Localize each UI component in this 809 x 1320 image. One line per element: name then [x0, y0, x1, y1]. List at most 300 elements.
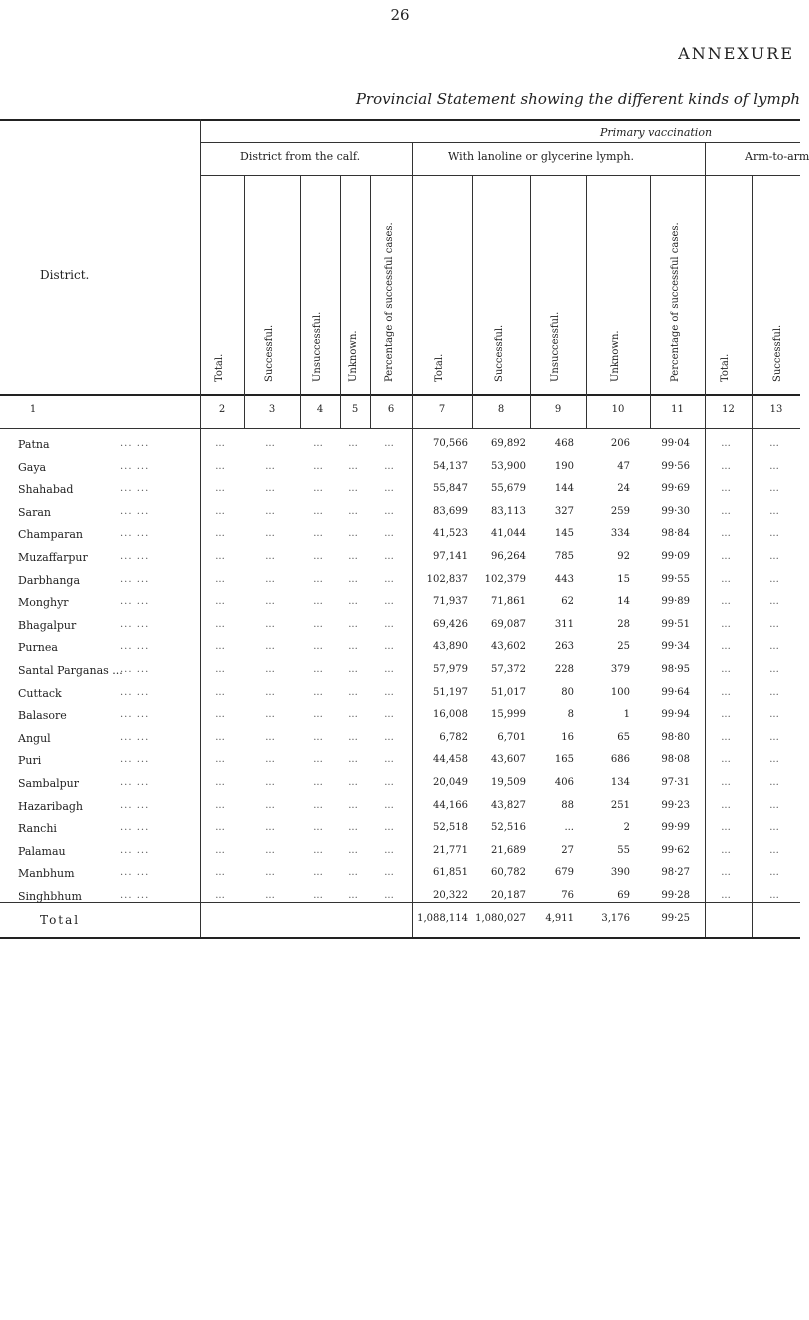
table-caption: Provincial Statement showing the different kinds of lymph	[355, 90, 800, 108]
col-number: 6	[387, 404, 395, 415]
col-header: Percentage of successful cases.	[670, 222, 681, 382]
empty-cell: ...	[348, 641, 358, 653]
cell-successful: 55,679	[491, 483, 526, 495]
empty-cell: ...	[348, 822, 358, 834]
leader-dots: ... ...	[120, 618, 150, 630]
cell-successful: 19,509	[491, 777, 526, 788]
cell-unsuccessful: 263	[554, 641, 574, 653]
cell-unknown: 47	[617, 460, 630, 472]
empty-cell: ...	[721, 890, 731, 901]
empty-cell: ...	[313, 618, 323, 630]
empty-cell: ...	[313, 822, 323, 834]
empty-cell: ...	[265, 505, 275, 517]
empty-cell: ...	[348, 686, 358, 698]
cell-unknown: 100	[610, 686, 630, 698]
leader-dots: ... ...	[120, 844, 150, 856]
empty-cell: ...	[215, 709, 225, 721]
empty-cell: ...	[265, 686, 275, 698]
empty-cell: ...	[215, 551, 225, 562]
cell-unsuccessful: 785	[554, 551, 574, 562]
empty-cell: ...	[265, 822, 275, 834]
col-number: 7	[438, 404, 446, 415]
cell-successful: 43,827	[491, 799, 526, 811]
group-rule	[200, 175, 800, 176]
col-number: 13	[769, 404, 783, 415]
total-row	[0, 913, 800, 936]
table-row	[0, 483, 800, 506]
leader-dots: ... ...	[120, 777, 150, 788]
empty-cell: ...	[313, 686, 323, 698]
empty-cell: ...	[348, 777, 358, 788]
empty-cell: ...	[265, 460, 275, 472]
table-row	[0, 619, 800, 642]
col-divider	[472, 175, 473, 428]
empty-cell: ...	[215, 596, 225, 608]
cell-percentage: 99·09	[661, 551, 690, 562]
district-name: Cuttack	[18, 686, 62, 700]
empty-cell: ...	[313, 890, 323, 901]
cell-unsuccessful: 165	[554, 754, 574, 766]
empty-cell: ...	[348, 618, 358, 630]
cell-percentage: 99·55	[661, 573, 690, 585]
district-name: Saran	[18, 505, 51, 519]
empty-cell: ...	[384, 731, 394, 743]
empty-cell: ...	[348, 573, 358, 585]
table-row	[0, 438, 800, 461]
empty-cell: ...	[265, 438, 275, 449]
empty-cell: ...	[348, 596, 358, 608]
cell-unknown: 2	[623, 822, 630, 834]
cell-percentage: 99·89	[661, 596, 690, 608]
empty-cell: ...	[265, 596, 275, 608]
empty-cell: ...	[384, 460, 394, 472]
empty-cell: ...	[384, 438, 394, 449]
empty-cell: ...	[215, 528, 225, 540]
cell-percentage: 97·31	[661, 777, 690, 788]
cell-percentage: 98·08	[661, 754, 690, 766]
cell-unsuccessful: 190	[554, 460, 574, 472]
cell-unsuccessful: 80	[561, 686, 574, 698]
empty-cell: ...	[721, 754, 731, 766]
table-row	[0, 822, 800, 845]
empty-cell: ...	[313, 754, 323, 766]
cell-unknown: 55	[617, 844, 630, 856]
empty-cell: ...	[384, 844, 394, 856]
table-row	[0, 709, 800, 732]
cell-successful: 102,379	[484, 573, 526, 585]
total-total: 1,088,114	[417, 913, 468, 924]
empty-cell: ...	[721, 551, 731, 562]
district-name: Sambalpur	[18, 777, 80, 790]
cell-unsuccessful: 228	[554, 664, 574, 675]
empty-cell: ...	[215, 867, 225, 879]
leader-dots: ... ...	[120, 483, 150, 495]
empty-cell: ...	[348, 460, 358, 472]
cell-successful: 83,113	[491, 505, 526, 517]
empty-cell: ...	[769, 483, 779, 495]
annexure-heading: ANNEXURE	[678, 44, 794, 63]
table-row	[0, 461, 800, 484]
empty-cell: ...	[215, 505, 225, 517]
page-number: 26	[390, 6, 410, 24]
empty-cell: ...	[348, 844, 358, 856]
empty-cell: ...	[721, 686, 731, 698]
cell-successful: 15,999	[491, 709, 526, 721]
table-row	[0, 732, 800, 755]
cell-unknown: 390	[610, 867, 630, 879]
empty-cell: ...	[721, 528, 731, 540]
empty-cell: ...	[215, 686, 225, 698]
cell-successful: 71,861	[491, 596, 526, 608]
cell-unknown: 69	[617, 890, 630, 901]
cell-unknown: 206	[610, 438, 630, 449]
total-successful: 1,080,027	[475, 913, 526, 924]
empty-cell: ...	[384, 664, 394, 675]
empty-cell: ...	[721, 664, 731, 675]
col-divider	[650, 175, 651, 428]
empty-cell: ...	[769, 641, 779, 653]
empty-cell: ...	[313, 528, 323, 540]
table-row	[0, 800, 800, 823]
cell-unsuccessful: 468	[554, 438, 574, 449]
table-row	[0, 754, 800, 777]
total-unsuccessful: 4,911	[545, 913, 574, 924]
lanoline-group-heading: With lanoline or glycerine lymph.	[448, 150, 635, 163]
col-header: Successful.	[264, 324, 275, 382]
empty-cell: ...	[384, 822, 394, 834]
empty-cell: ...	[384, 799, 394, 811]
table-row	[0, 867, 800, 890]
empty-cell: ...	[384, 573, 394, 585]
cell-percentage: 99·69	[661, 483, 690, 495]
cell-successful: 57,372	[491, 664, 526, 675]
empty-cell: ...	[721, 844, 731, 856]
empty-cell: ...	[769, 551, 779, 562]
table-row	[0, 574, 800, 597]
empty-cell: ...	[721, 460, 731, 472]
cell-unknown: 15	[617, 573, 630, 585]
empty-cell: ...	[384, 528, 394, 540]
empty-cell: ...	[313, 438, 323, 449]
empty-cell: ...	[769, 505, 779, 517]
cell-successful: 60,782	[491, 867, 526, 879]
leader-dots: ... ...	[120, 822, 150, 834]
empty-cell: ...	[769, 754, 779, 766]
empty-cell: ...	[384, 867, 394, 879]
cell-total: 43,890	[433, 641, 468, 653]
district-name: Ranchi	[18, 822, 57, 836]
leader-dots: ... ...	[120, 686, 150, 698]
empty-cell: ...	[769, 709, 779, 721]
table-row	[0, 687, 800, 710]
cell-percentage: 99·94	[661, 709, 690, 721]
cell-unknown: 25	[617, 641, 630, 653]
col-number: 5	[351, 404, 359, 415]
header-bottom-rule	[0, 394, 800, 396]
col-header: Unsuccessful.	[550, 311, 561, 382]
empty-cell: ...	[265, 664, 275, 675]
cell-total: 44,166	[433, 799, 468, 811]
empty-cell: ...	[348, 754, 358, 766]
cell-total: 61,851	[433, 867, 468, 879]
col-header: Successful.	[494, 324, 505, 382]
empty-cell: ...	[769, 799, 779, 811]
empty-cell: ...	[215, 731, 225, 743]
empty-cell: ...	[721, 822, 731, 834]
col-header: Unknown.	[610, 330, 621, 382]
cell-total: 54,137	[433, 460, 468, 472]
empty-cell: ...	[313, 777, 323, 788]
cell-unsuccessful: 311	[554, 618, 574, 630]
primary-vaccination-heading: Primary vaccination	[600, 126, 713, 139]
col-divider	[300, 175, 301, 428]
leader-dots: ... ...	[120, 551, 150, 562]
cell-percentage: 98·84	[661, 528, 690, 540]
cell-percentage: 99·62	[661, 844, 690, 856]
empty-cell: ...	[721, 618, 731, 630]
leader-dots: ... ...	[120, 573, 150, 585]
col-divider	[586, 175, 587, 428]
cell-percentage: 99·04	[661, 438, 690, 449]
district-name: Manbhum	[18, 867, 75, 881]
district-name: Monghyr	[18, 596, 69, 610]
cell-successful: 20,187	[491, 890, 526, 901]
empty-cell: ...	[313, 460, 323, 472]
cell-unknown: 379	[610, 664, 630, 675]
col-number: 9	[554, 404, 562, 415]
leader-dots: ... ...	[120, 709, 150, 721]
cell-unsuccessful: 27	[561, 844, 574, 856]
cell-unknown: 24	[617, 483, 630, 495]
total-percentage: 99·25	[661, 913, 690, 924]
primary-rule	[200, 142, 800, 143]
cell-total: 55,847	[433, 483, 468, 495]
cell-unknown: 259	[610, 505, 630, 517]
leader-dots: ... ...	[120, 596, 150, 608]
cell-unsuccessful: ...	[564, 822, 574, 834]
empty-cell: ...	[348, 867, 358, 879]
leader-dots: ... ...	[120, 890, 150, 901]
district-name: Shahabad	[18, 483, 74, 497]
empty-cell: ...	[721, 867, 731, 879]
empty-cell: ...	[721, 709, 731, 721]
district-name: Santal Parganas ...	[18, 664, 123, 677]
total-label: Total	[40, 913, 81, 927]
cell-total: 70,566	[433, 438, 468, 449]
empty-cell: ...	[384, 777, 394, 788]
cell-total: 16,008	[433, 709, 468, 721]
empty-cell: ...	[313, 505, 323, 517]
leader-dots: ... ...	[120, 528, 150, 540]
empty-cell: ...	[721, 777, 731, 788]
leader-dots: ... ...	[120, 731, 150, 743]
cell-successful: 6,701	[497, 731, 526, 743]
cell-percentage: 99·28	[661, 890, 690, 901]
cell-unsuccessful: 327	[554, 505, 574, 517]
district-heading: District.	[40, 268, 90, 282]
empty-cell: ...	[215, 483, 225, 495]
cell-unknown: 686	[610, 754, 630, 766]
empty-cell: ...	[215, 844, 225, 856]
empty-cell: ...	[769, 438, 779, 449]
empty-cell: ...	[313, 731, 323, 743]
calf-group-heading: District from the calf.	[240, 150, 361, 163]
table-row	[0, 664, 800, 687]
district-name: Puri	[18, 754, 42, 768]
cell-total: 21,771	[433, 844, 468, 856]
empty-cell: ...	[215, 460, 225, 472]
col-header: Total.	[434, 353, 445, 382]
cell-total: 69,426	[433, 618, 468, 630]
empty-cell: ...	[384, 709, 394, 721]
empty-cell: ...	[265, 890, 275, 901]
leader-dots: ... ...	[120, 799, 150, 811]
cell-unsuccessful: 88	[561, 799, 574, 811]
empty-cell: ...	[384, 483, 394, 495]
cell-total: 71,937	[433, 596, 468, 608]
cell-unsuccessful: 16	[561, 731, 574, 743]
cell-total: 102,837	[426, 573, 468, 585]
empty-cell: ...	[313, 551, 323, 562]
empty-cell: ...	[769, 822, 779, 834]
cell-unsuccessful: 144	[554, 483, 574, 495]
cell-percentage: 98·80	[661, 731, 690, 743]
empty-cell: ...	[265, 551, 275, 562]
cell-percentage: 98·95	[661, 664, 690, 675]
empty-cell: ...	[348, 483, 358, 495]
cell-successful: 96,264	[491, 551, 526, 562]
district-name: Palamau	[18, 844, 66, 858]
empty-cell: ...	[265, 754, 275, 766]
cell-percentage: 99·64	[661, 686, 690, 698]
empty-cell: ...	[348, 890, 358, 901]
empty-cell: ...	[215, 754, 225, 766]
empty-cell: ...	[384, 641, 394, 653]
leader-dots: ... ...	[120, 867, 150, 879]
cell-successful: 41,044	[491, 528, 526, 540]
district-name: Patna	[18, 438, 50, 451]
district-name: Singhbhum	[18, 890, 82, 903]
empty-cell: ...	[313, 664, 323, 675]
cell-unsuccessful: 406	[554, 777, 574, 788]
table-row	[0, 528, 800, 551]
col-number: 1	[29, 404, 37, 415]
district-name: Gaya	[18, 460, 47, 474]
col-number: 2	[218, 404, 226, 415]
district-name: Muzaffarpur	[18, 551, 88, 564]
empty-cell: ...	[769, 596, 779, 608]
empty-cell: ...	[384, 686, 394, 698]
empty-cell: ...	[769, 664, 779, 675]
empty-cell: ...	[721, 483, 731, 495]
cell-total: 83,699	[433, 505, 468, 517]
cell-unknown: 251	[610, 799, 630, 811]
cell-percentage: 99·51	[661, 618, 690, 630]
empty-cell: ...	[265, 844, 275, 856]
cell-percentage: 99·34	[661, 641, 690, 653]
cell-unsuccessful: 62	[561, 596, 574, 608]
empty-cell: ...	[313, 596, 323, 608]
empty-cell: ...	[348, 505, 358, 517]
empty-cell: ...	[769, 686, 779, 698]
district-name: Champaran	[18, 528, 83, 542]
district-name: Darbhanga	[18, 573, 81, 587]
cell-total: 52,518	[433, 822, 468, 834]
empty-cell: ...	[265, 573, 275, 585]
cell-successful: 69,892	[491, 438, 526, 449]
cell-unknown: 134	[610, 777, 630, 788]
empty-cell: ...	[215, 641, 225, 653]
empty-cell: ...	[769, 618, 779, 630]
colnum-rule	[0, 428, 800, 429]
arm-group-heading: Arm-to-arm	[745, 150, 809, 163]
cell-unsuccessful: 76	[561, 890, 574, 901]
col-number: 12	[722, 404, 735, 415]
empty-cell: ...	[769, 777, 779, 788]
empty-cell: ...	[313, 799, 323, 811]
col-number: 3	[268, 404, 276, 415]
empty-cell: ...	[721, 505, 731, 517]
empty-cell: ...	[215, 664, 225, 675]
empty-cell: ...	[215, 890, 225, 901]
cell-successful: 43,607	[491, 754, 526, 766]
cell-percentage: 99·99	[661, 822, 690, 834]
empty-cell: ...	[313, 844, 323, 856]
cell-percentage: 99·23	[661, 799, 690, 811]
table-top-rule	[0, 119, 800, 121]
district-name: Balasore	[18, 709, 67, 723]
col-header: Total.	[720, 353, 731, 382]
col-divider	[530, 175, 531, 428]
leader-dots: ... ...	[120, 460, 150, 472]
empty-cell: ...	[313, 709, 323, 721]
table-row	[0, 777, 800, 800]
empty-cell: ...	[721, 799, 731, 811]
cell-unknown: 65	[617, 731, 630, 743]
cell-successful: 21,689	[491, 844, 526, 856]
cell-percentage: 99·56	[661, 460, 690, 472]
empty-cell: ...	[769, 573, 779, 585]
cell-unknown: 28	[617, 618, 630, 630]
col-number: 10	[611, 404, 625, 415]
empty-cell: ...	[265, 777, 275, 788]
empty-cell: ...	[265, 528, 275, 540]
empty-cell: ...	[384, 551, 394, 562]
empty-cell: ...	[265, 641, 275, 653]
table-bottom-rule	[0, 937, 800, 939]
col-number: 8	[497, 404, 505, 415]
cell-total: 6,782	[439, 731, 468, 743]
empty-cell: ...	[348, 551, 358, 562]
cell-total: 20,049	[433, 777, 468, 788]
empty-cell: ...	[769, 460, 779, 472]
col-number: 11	[671, 404, 684, 415]
empty-cell: ...	[348, 799, 358, 811]
district-name: Hazaribagh	[18, 799, 84, 813]
empty-cell: ...	[384, 596, 394, 608]
col-divider	[244, 175, 245, 428]
col-header: Successful.	[772, 324, 783, 382]
empty-cell: ...	[215, 822, 225, 834]
cell-unknown: 334	[610, 528, 630, 540]
table-row	[0, 845, 800, 868]
cell-successful: 69,087	[491, 618, 526, 630]
cell-total: 41,523	[433, 528, 468, 540]
empty-cell: ...	[721, 596, 731, 608]
cell-percentage: 99·30	[661, 505, 690, 517]
district-name: Purnea	[18, 641, 58, 655]
empty-cell: ...	[265, 618, 275, 630]
